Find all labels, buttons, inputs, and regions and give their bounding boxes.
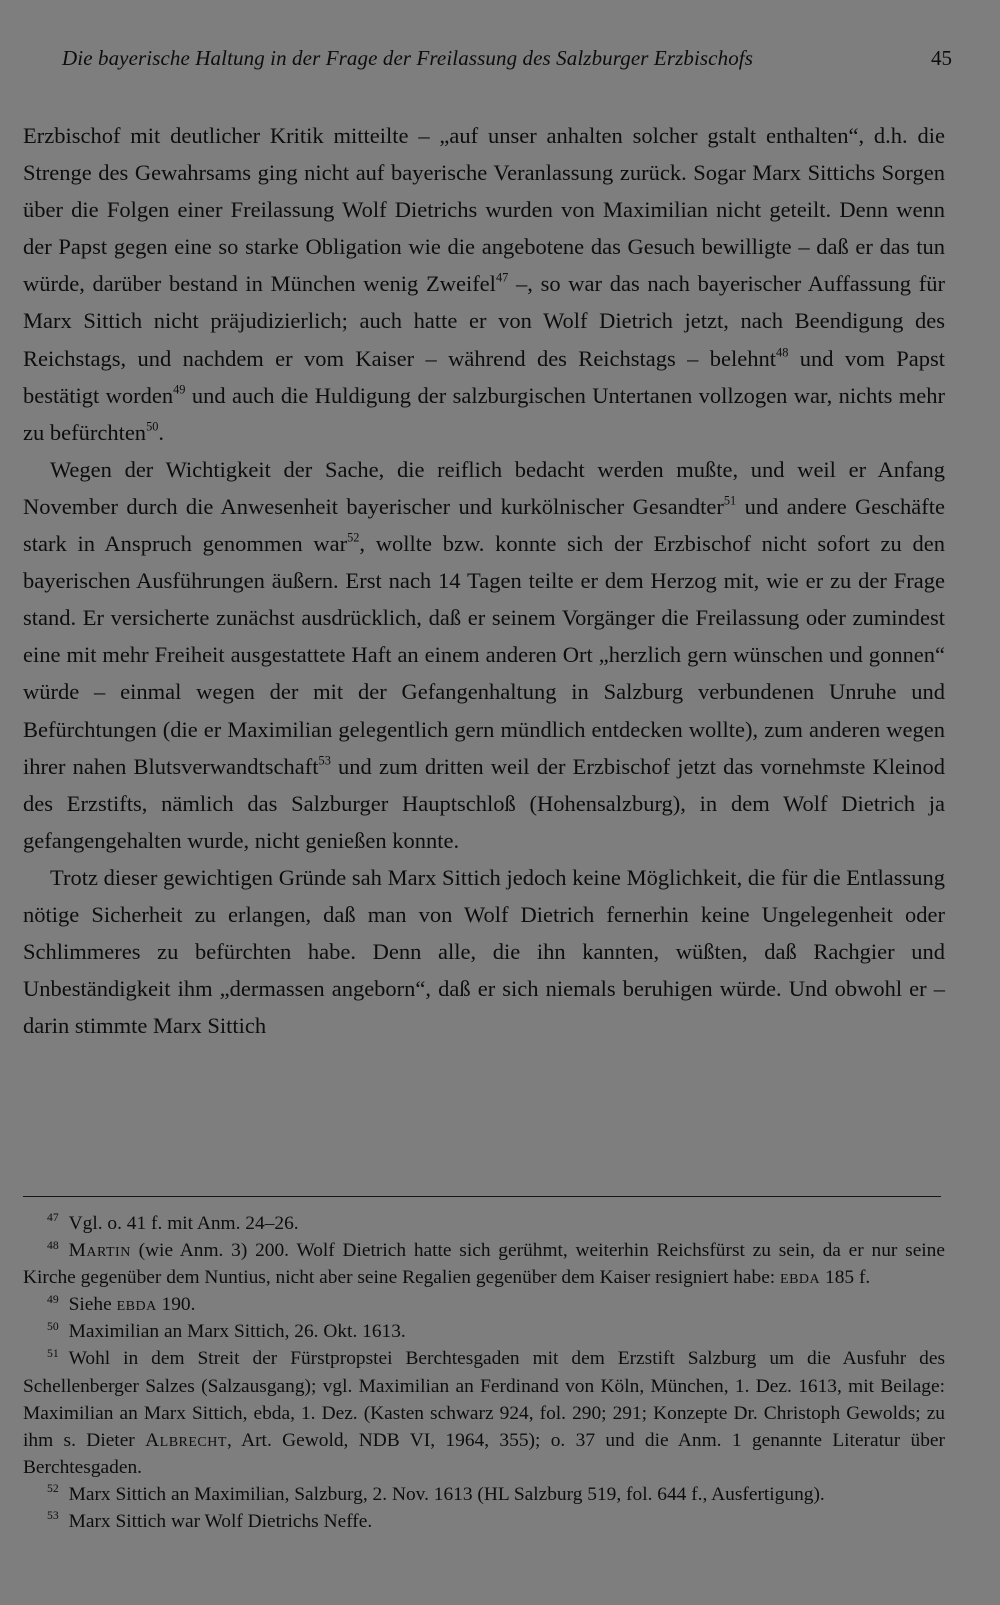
running-header — [62, 46, 952, 80]
text-run: und vom Papst bestätigt worden — [23, 345, 945, 408]
footnote-number: 51 — [47, 1346, 59, 1360]
footnote-ref: 52 — [347, 530, 360, 545]
footnote-ref: 50 — [146, 419, 159, 434]
footnote-ref: 48 — [776, 345, 789, 360]
text-run: Wegen der Wichtigkeit der Sache, die reiflich bedacht werden mußte, und weil er Anfang November durch die Anwesenheit bayerischer und kurkölnischer Gesandter — [23, 456, 945, 519]
page-number: 45 — [931, 46, 952, 70]
footnote-number: 50 — [47, 1319, 59, 1333]
footnote-ref: 49 — [173, 382, 186, 397]
author-name: Martin — [68, 1240, 131, 1262]
footnote-ref: 47 — [495, 271, 509, 286]
footnote-number: 47 — [47, 1211, 59, 1225]
footnote-number: 52 — [47, 1482, 59, 1496]
footnote-number: 49 — [47, 1292, 59, 1306]
text-run: Trotz dieser gewichtigen Gründe sah Marx Sittich jedoch keine Möglichkeit, die für die Entlassung nötige Sicherheit zu erlangen, daß man von Wolf Dietrich fernerhin keine Ungelegenheit oder Schlimmeres zu befürchten habe. Denn alle, die ihn kannten, wüßten, daß Rachgier und Unbeständigkeit ihm „dermassen angeborn“, daß er sich niemals beruhigen würde. Und obwohl er – darin stimmte Marx Sittich — [23, 864, 945, 1039]
footnote — [23, 1237, 945, 1291]
paragraph — [23, 859, 945, 1044]
text-run: Vgl. o. 41 f. mit Anm. 24–26. — [68, 1213, 299, 1234]
running-title: Die bayerische Haltung in der Frage der Freilassung des Salzburger Erzbischofs — [62, 46, 754, 70]
text-run: Marx Sittich an Maximilian, Salzburg, 2. Nov. 1613 (HL Salzburg 519, fol. 644 f., Ausfertigung). — [68, 1483, 825, 1505]
body-text — [23, 117, 945, 1044]
text-run: , wollte bzw. konnte sich der Erzbischof nicht sofort zu den bayerischen Ausführungen äußern. Erst nach 14 Tagen teilte er dem Herzog mit, wie er zu der Frage stand. Er versicherte zunächst ausdrücklich, daß er seinem Vorgänger die Freilassung oder zumindest eine mit mehr Freiheit ausgestattete Haft an einem anderen Ort „herzlich gern wünschen und gonnen“ würde – einmal wegen der mit der Gefangenhaltung in Salzburg verbundenen Unruhe und Befürchtungen (die er Maximilian gelegentlich gern mündlich entdecken wollte), zum anderen wegen ihrer nahen Blutsverwandtschaft — [23, 531, 945, 779]
footnote-ref: 53 — [318, 753, 331, 768]
footnote — [23, 1508, 945, 1535]
footnote — [23, 1345, 945, 1480]
text-run: . — [158, 419, 165, 445]
text-run: und andere Geschäfte stark in Anspruch genommen war — [23, 493, 945, 557]
author-name: ebda — [780, 1267, 821, 1289]
text-run: 190. — [156, 1294, 196, 1316]
text-run: 185 f. — [820, 1267, 871, 1289]
text-run: Erzbischof mit deutlicher Kritik mitteilte – „auf unser anhalten solcher gstalt enthalten“, d.h. die Strenge des Gewahrsams ging nicht auf bayerische Veranlassung zurück. Sogar Marx Sittichs Sorgen über die Folgen einer Freilassung Wolf Dietrichs wurden von Maximilian nicht geteilt. Denn wenn der Papst gegen eine so starke Obligation wie die angebotene das Gesuch bewilligte – daß er das tun würde, darüber bestand in München wenig Zweifel — [23, 123, 945, 297]
footnote — [23, 1291, 945, 1318]
footnote-ref: 51 — [723, 493, 737, 508]
text-run: Marx Sittich war Wolf Dietrichs Neffe. — [68, 1511, 373, 1533]
text-run: , Art. Gewold, NDB VI, 1964, 355); o. 37 und die Anm. 1 genannte Literatur über Berchtesgaden. — [23, 1429, 945, 1478]
author-name: ebda — [116, 1294, 157, 1316]
footnotes — [23, 1210, 945, 1535]
text-run: Maximilian an Marx Sittich, 26. Okt. 1613. — [68, 1321, 406, 1343]
text-run: –, so war das nach bayerischer Auffassung für Marx Sittich nicht präjudizierlich; auch hatte er von Wolf Dietrich jetzt, nach Beendigung des Reichstags, und nachdem er vom Kaiser – während des Reichstags – belehnt — [23, 271, 945, 371]
text-run: (wie Anm. 3) 200. Wolf Dietrich hatte sich gerühmt, weiterhin Reichsfürst zu sein, da er nur seine Kirche gegenüber dem Nuntius, nicht aber seine Regalien gegenüber dem Kaiser resigniert habe: — [23, 1240, 945, 1289]
text-run: und zum dritten weil der Erzbischof jetzt das vornehmste Kleinod des Erzstifts, nämlich das Salzburger Hauptschloß (Hohensalzburg), in dem Wolf Dietrich ja gefangengehalten wurde, nicht genießen konnte. — [23, 753, 945, 853]
paragraph — [23, 451, 945, 859]
text-run: und auch die Huldigung der salzburgischen Untertanen vollzogen war, nichts mehr zu befürchten — [23, 382, 945, 445]
footnote — [23, 1318, 945, 1345]
paragraph — [23, 117, 945, 451]
author-name: Albrecht — [145, 1429, 227, 1451]
footnote-separator — [23, 1196, 941, 1197]
footnote — [23, 1210, 945, 1237]
footnote — [23, 1481, 945, 1508]
footnote-number: 48 — [47, 1238, 59, 1252]
footnote-number: 53 — [47, 1509, 59, 1523]
text-run: Wohl in dem Streit der Fürstpropstei Berchtesgaden mit dem Erzstift Salzburg um die Ausfuhr des Schellenberger Salzes (Salzausgang); vgl. Maximilian an Ferdinand von Köln, München, 1. Dez. 1613, mit Beilage: Maximilian an Marx Sittich, ebda, 1. Dez. (Kasten schwarz 924, fol. 290; 291; Konzepte Dr. Christoph Gewolds; zu ihm s. Dieter — [23, 1348, 945, 1451]
text-run: Siehe — [68, 1294, 117, 1316]
